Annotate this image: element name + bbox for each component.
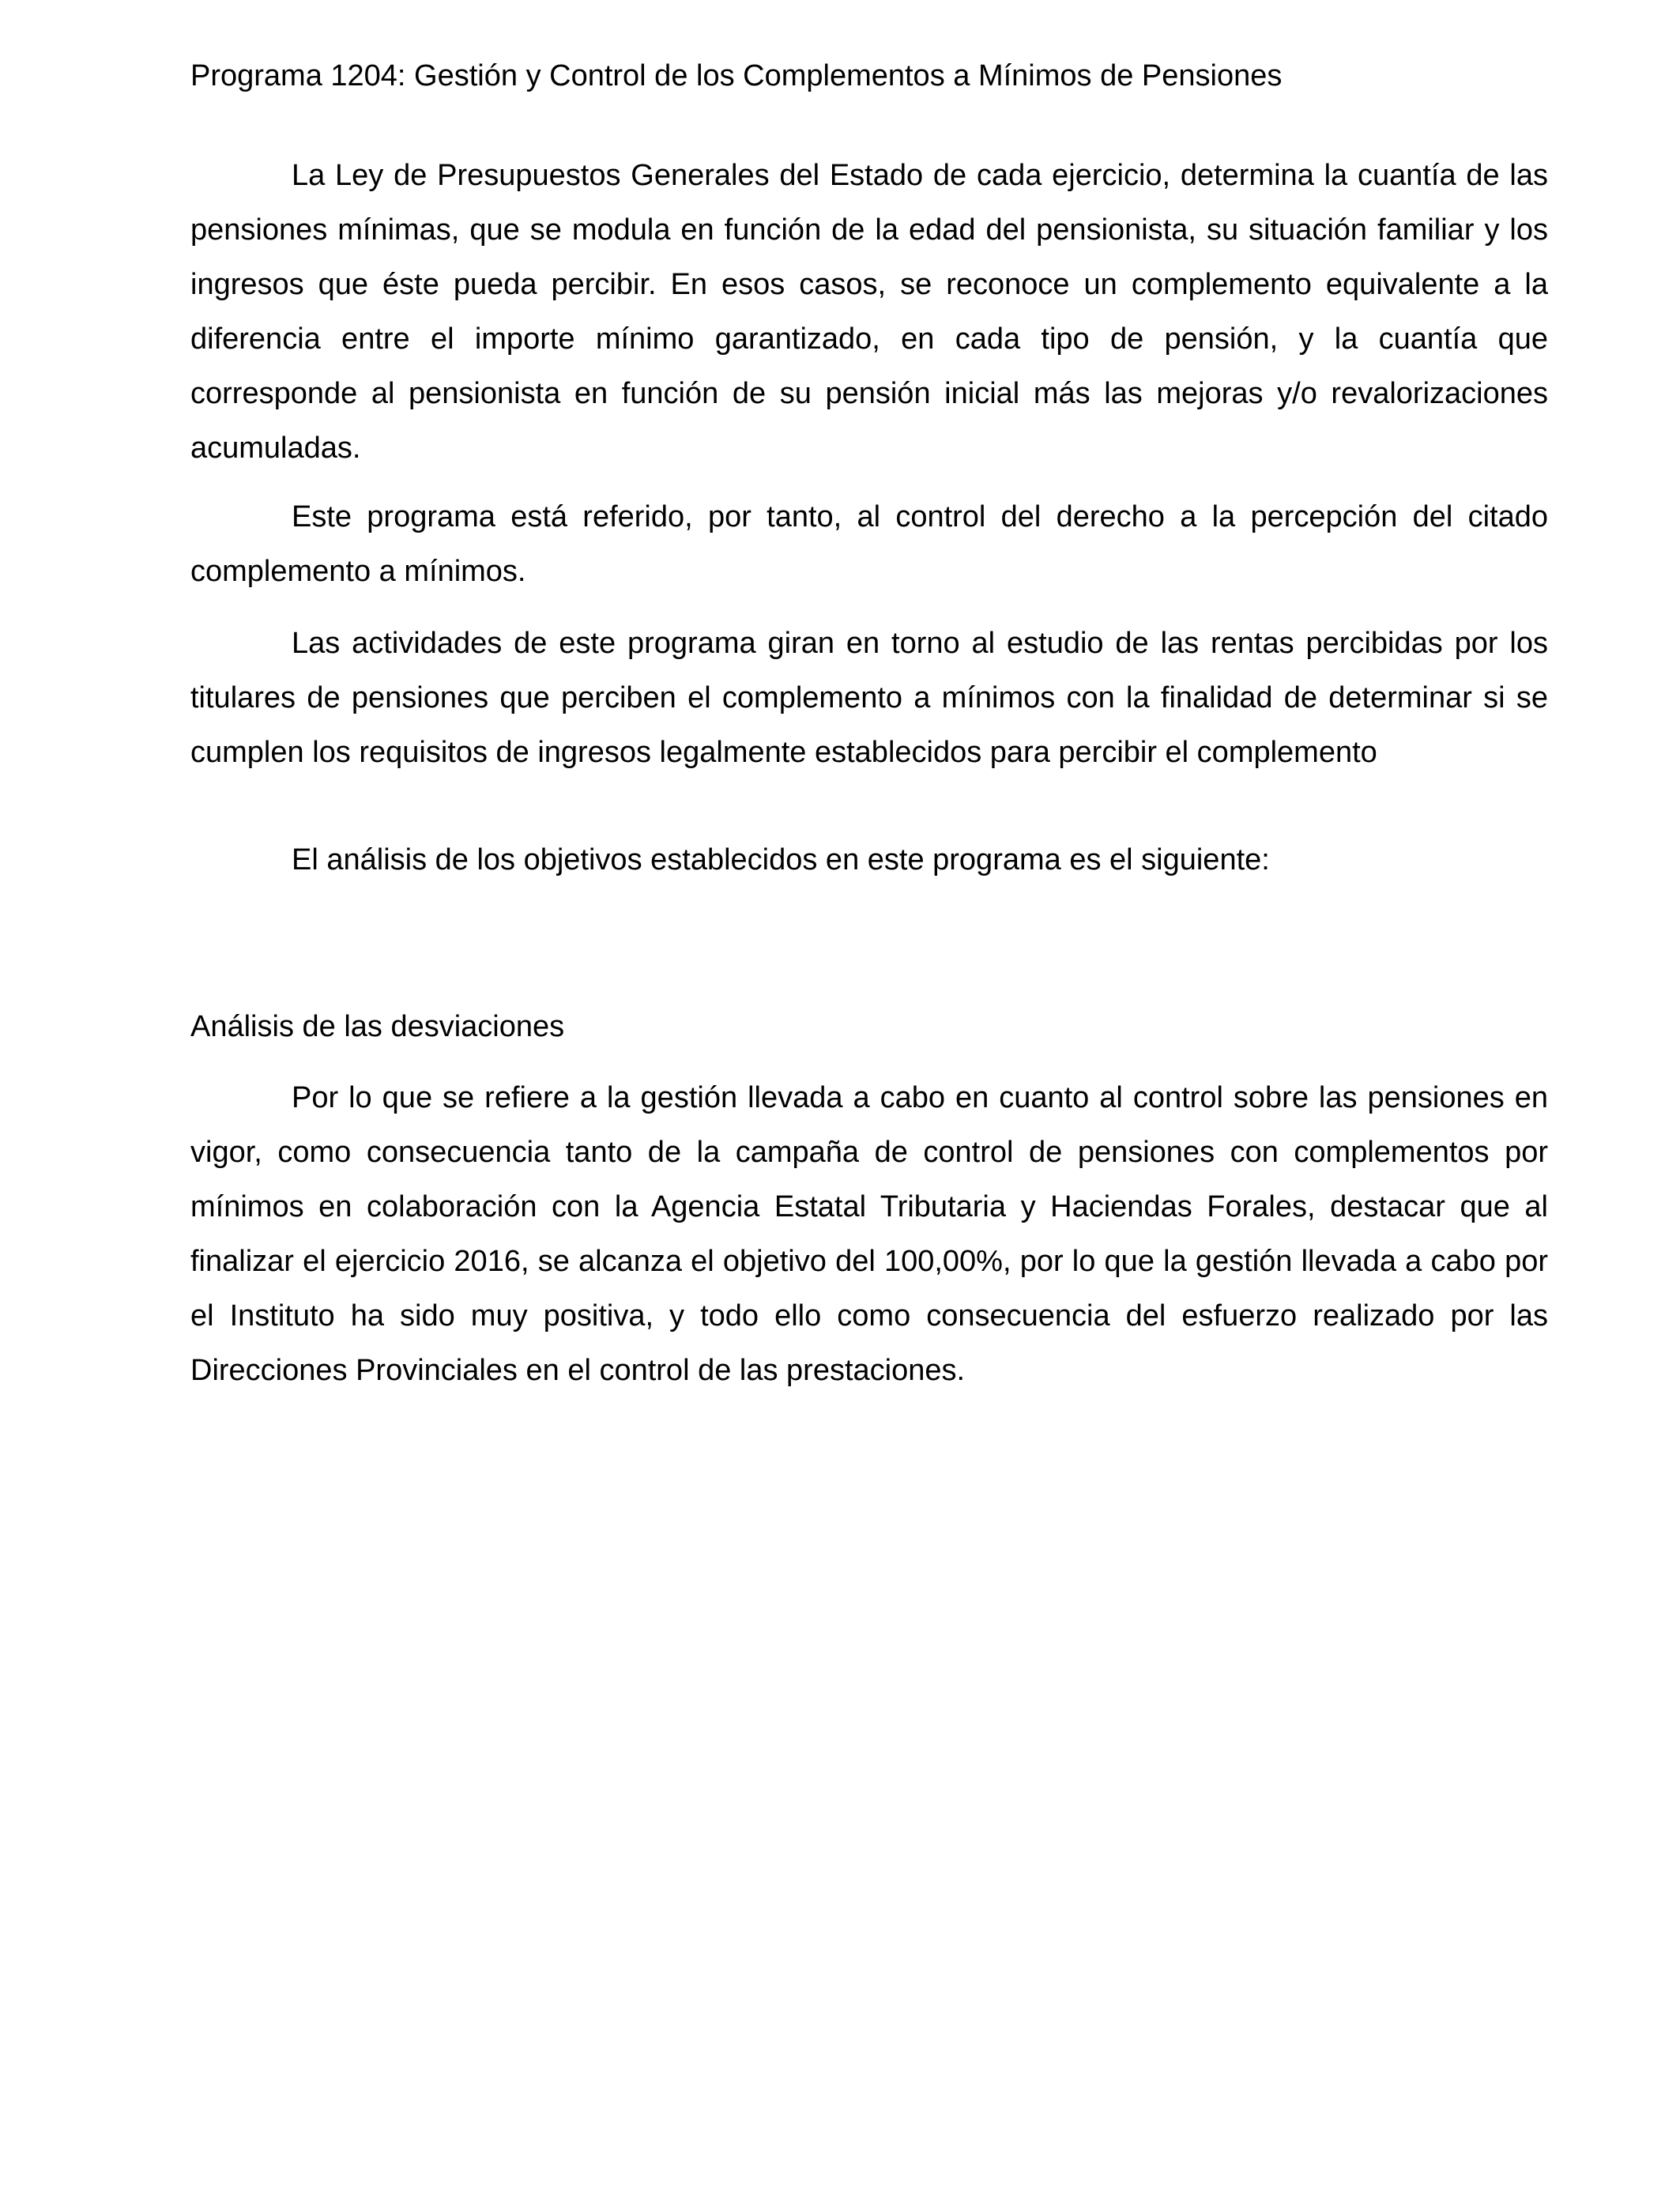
paragraph-actividades [190,616,1548,780]
paragraph-programa-referido [190,490,1548,599]
paragraph-text: El análisis de los objetivos establecidos en este programa es el siguiente: [292,843,1270,876]
section-heading: Análisis de las desviaciones [190,1010,565,1043]
paragraph-ley-presupuestos [190,149,1548,476]
paragraph-text: Por lo que se refiere a la gestión llevada a cabo en cuanto al control sobre las pensiones en vigor, como consecuencia tanto de la campaña de control de pensiones con complementos por mínimos en colaboración con la Agencia Estatal Tributaria y Haciendas Forales, destacar que al finalizar el ejercicio 2016, se alcanza el objetivo del 100,00%, por lo que la gestión llevada a cabo por el Instituto ha sido muy positiva, y todo ello como consecuencia del esfuerzo realizado por las Direcciones Provinciales en el control de las prestaciones. [190,1081,1548,1387]
paragraph-text: Este programa está referido, por tanto, al control del derecho a la percepción del citado complemento a mínimos. [190,500,1548,588]
paragraph-analisis-objetivos [190,833,1548,888]
paragraph-text: Las actividades de este programa giran en torno al estudio de las rentas percibidas por los titulares de pensiones que perciben el complemento a mínimos con la finalidad de determinar si se cumplen los requisitos de ingresos legalmente establecidos para percibir el complemento [190,627,1548,769]
paragraph-text: La Ley de Presupuestos Generales del Estado de cada ejercicio, determina la cuantía de las pensiones mínimas, que se modula en función de la edad del pensionista, su situación familiar y los ingresos que éste pueda percibir. En esos casos, se reconoce un complemento equivalente a la diferencia entre el importe mínimo garantizado, en cada tipo de pensión, y la cuantía que corresponde al pensionista en función de su pensión inicial más las mejoras y/o revalorizaciones acumuladas. [190,159,1548,465]
page-title: Programa 1204: Gestión y Control de los Complementos a Mínimos de Pensiones [190,59,1283,92]
paragraph-desviaciones [190,1071,1548,1398]
